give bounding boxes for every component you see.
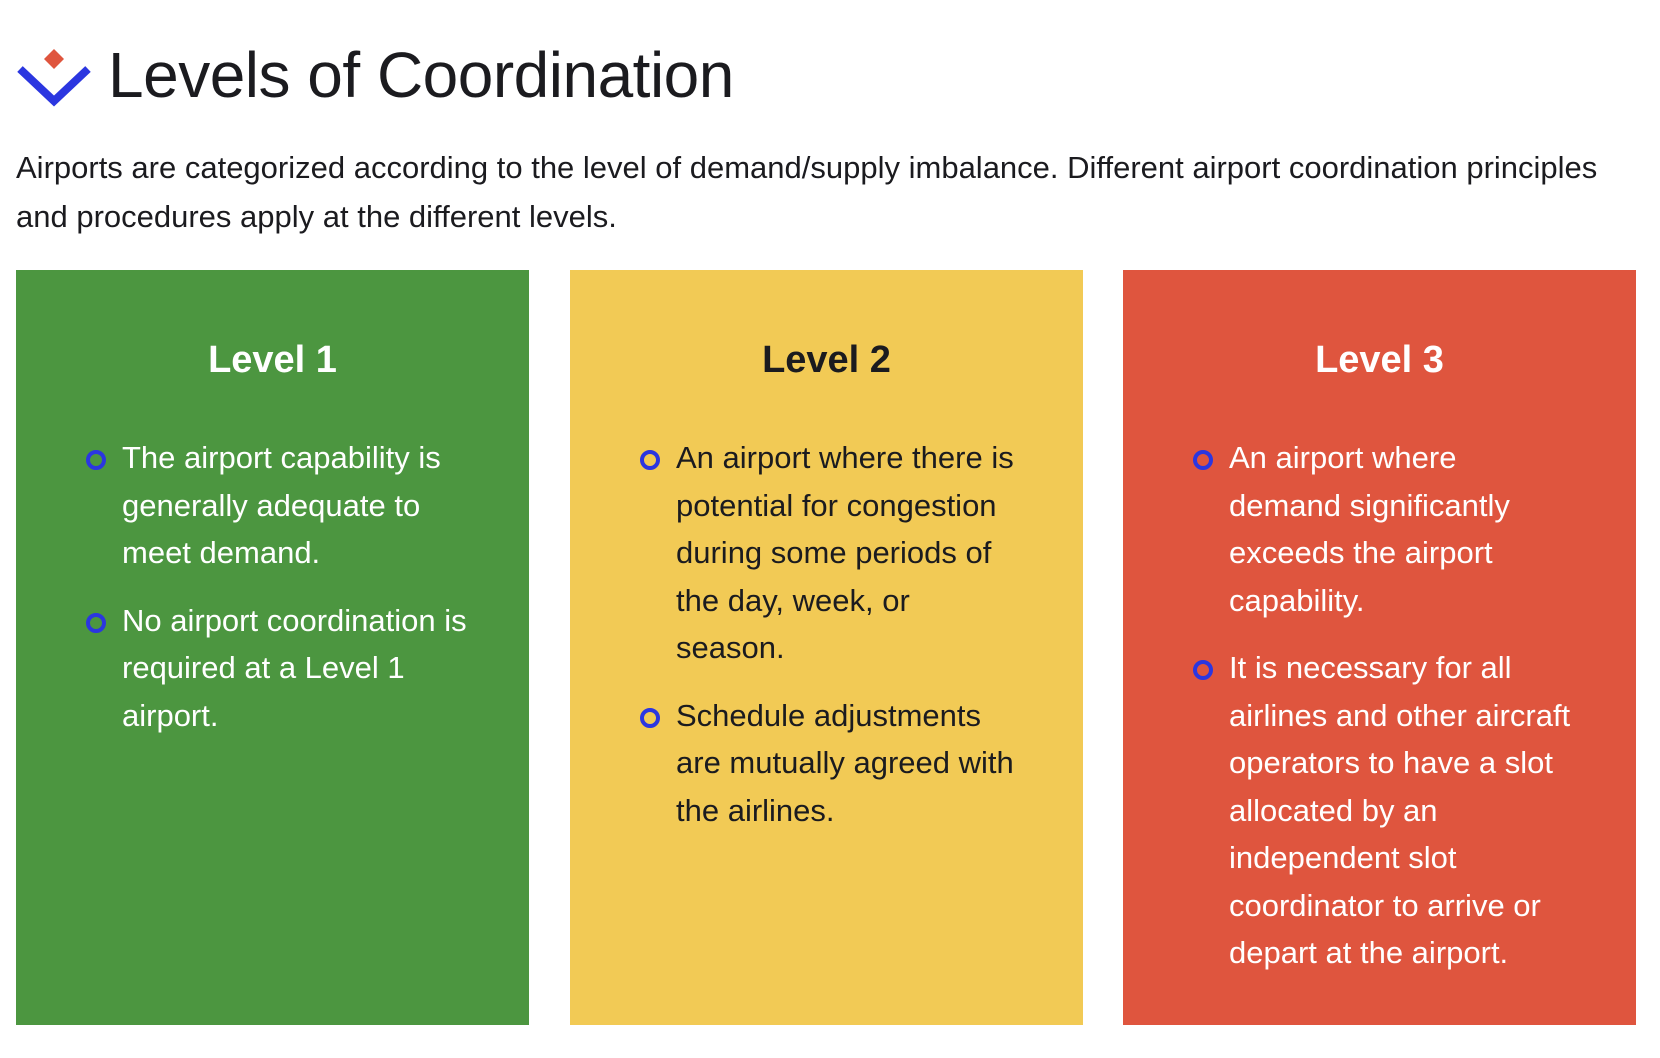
bullet-text: The airport capability is generally adequate to meet demand. [122, 440, 441, 570]
levels-cards [16, 270, 1640, 1025]
level-2-card [570, 270, 1083, 1025]
bullet-circle-icon [1193, 660, 1213, 680]
level-1-bullet-list [86, 434, 469, 739]
bullet-text: An airport where there is potential for congestion during some periods of the day, week, or season. [676, 440, 1014, 665]
list-item [86, 597, 469, 740]
level-3-bullet-list [1193, 434, 1576, 977]
bullet-text: Schedule adjustments are mutually agreed with the airlines. [676, 697, 1014, 828]
bullet-circle-icon [640, 708, 660, 728]
chevron-diamond-logo-icon [16, 39, 92, 111]
bullet-text: An airport where demand significantly exceeds the airport capability. [1229, 440, 1510, 618]
list-item [1193, 644, 1576, 977]
level-1-title: Level 1 [208, 339, 337, 381]
list-item [640, 434, 1023, 672]
bullet-circle-icon [1193, 450, 1213, 470]
bullet-circle-icon [640, 450, 660, 470]
level-3-title: Level 3 [1315, 339, 1444, 381]
intro-paragraph: Airports are categorized according to the level of demand/supply imbalance. Different airport coordination principles and procedures apply at the different levels. [16, 150, 1598, 234]
list-item [640, 692, 1023, 835]
page-title: Levels of Coordination [108, 39, 734, 111]
list-item [1193, 434, 1576, 624]
bullet-circle-icon [86, 450, 106, 470]
level-3-card [1123, 270, 1636, 1025]
level-1-card [16, 270, 529, 1025]
bullet-text: No airport coordination is required at a Level 1 airport. [122, 602, 467, 733]
list-item [86, 434, 469, 577]
level-2-bullet-list [640, 434, 1023, 834]
page-header [16, 30, 734, 120]
bullet-circle-icon [86, 613, 106, 633]
bullet-text: It is necessary for all airlines and other aircraft operators to have a slot allocated by an independent slot coordinator to arrive or depart at the airport. [1229, 650, 1571, 970]
level-2-title: Level 2 [762, 339, 891, 381]
